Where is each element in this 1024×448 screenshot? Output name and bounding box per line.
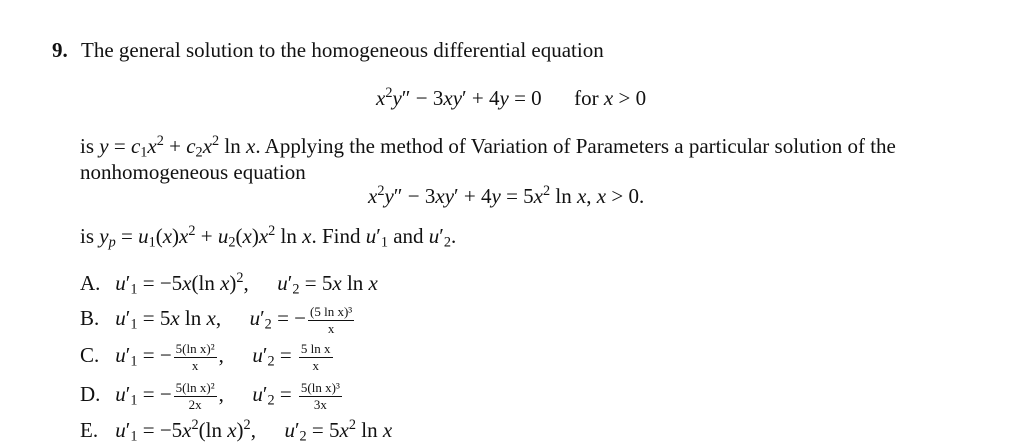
- u2-prime: $u'_2$.: [428, 224, 457, 251]
- option-d[interactable]: [80, 381, 344, 411]
- fraction-denominator: 2x: [188, 396, 202, 412]
- particular-solution-form: $y_p = u_1(x)x^2 + u_2(x)x^2$ ln x: [99, 223, 312, 251]
- option-e-u1: $u'_1 = -5x^2(\ln$ x)$^2$,: [115, 417, 256, 445]
- option-c-u2: $u'_2$ = $\frac{\text{5 ln x}}{x}$: [252, 341, 331, 373]
- option-d-u1: $u'_1$ = − $\frac{\text{5(ln x)²}}{2x}$ ,: [115, 380, 224, 412]
- fraction-numerator: 5(ln x)²: [175, 380, 215, 395]
- homogeneous-equation: $x^2y'' - 3xy' + 4y = 0$ for x > 0: [376, 85, 647, 110]
- general-solution: $y = c_1x^2 + c_2x^2$ ln x: [99, 133, 256, 161]
- option-e-u2: $u'_2 = 5x^2$ ln x: [284, 417, 393, 445]
- option-d-u1-fraction: [174, 381, 217, 411]
- line6-prefix: is: [80, 224, 95, 248]
- question-number: 9.: [52, 38, 68, 62]
- nonhomogeneous-equation: $x^2y'' - 3xy' + 4y = 5x^2$ ln x, x > 0.: [368, 183, 645, 208]
- option-d-label: D.: [80, 381, 101, 406]
- fraction-denominator: 3x: [313, 396, 327, 412]
- option-b-label: B.: [80, 305, 100, 330]
- fraction-numerator: 5(ln x)³: [300, 380, 340, 395]
- homogeneous-domain: for x > 0: [574, 86, 647, 110]
- option-b-u2-fraction: [308, 305, 354, 335]
- line4: nonhomogeneous equation: [80, 160, 306, 184]
- fraction-denominator: x: [312, 357, 319, 373]
- fraction-numerator: 5 ln x: [300, 341, 331, 356]
- general-solution-line: [80, 133, 896, 161]
- option-a-u1: $u'_1 = -5x(\ln$ x)$^2$,: [115, 270, 249, 298]
- question-line-1: [52, 38, 604, 62]
- option-e[interactable]: [80, 417, 393, 445]
- line6-text: . Find: [311, 224, 361, 248]
- u1-prime: $u'_1$: [365, 224, 388, 251]
- fraction-denominator: x: [327, 320, 335, 336]
- option-c-u2-fraction: [299, 342, 333, 372]
- option-a[interactable]: [80, 270, 378, 298]
- option-b-u2: $u'_2$ = − $\frac{\text{(5 ln x)³}}{x}$: [249, 304, 353, 336]
- fraction-denominator: x: [191, 357, 199, 373]
- particular-solution-line: [80, 223, 457, 251]
- option-b[interactable]: [80, 305, 356, 335]
- option-a-u2: $u'_2 = 5x$ ln x: [277, 271, 378, 298]
- fraction-numerator: 5(ln x)²: [175, 341, 215, 356]
- option-a-label: A.: [80, 271, 101, 295]
- option-c-u1-fraction: [174, 342, 217, 372]
- option-d-u2-fraction: [299, 381, 342, 411]
- fraction-numerator: (5 ln x)³: [310, 304, 353, 319]
- option-e-label: E.: [80, 418, 99, 442]
- option-b-u1: $u'_1 = 5x$ ln x,: [115, 305, 222, 333]
- option-d-u2: $u'_2$ = $\frac{\text{5(ln x)³}}{3x}$: [252, 380, 340, 412]
- option-c-label: C.: [80, 342, 100, 367]
- question-intro: The general solution to the homogeneous differential equation: [81, 38, 604, 62]
- option-c[interactable]: [80, 342, 335, 372]
- line3-text: . Applying the method of Variation of Parameters a particular solution of the: [255, 134, 896, 158]
- line6-and: and: [393, 224, 424, 248]
- option-c-u1: $u'_1$ = − $\frac{\text{5(ln x)²}}{x}$ ,: [115, 341, 224, 373]
- line3-prefix: is: [80, 134, 95, 158]
